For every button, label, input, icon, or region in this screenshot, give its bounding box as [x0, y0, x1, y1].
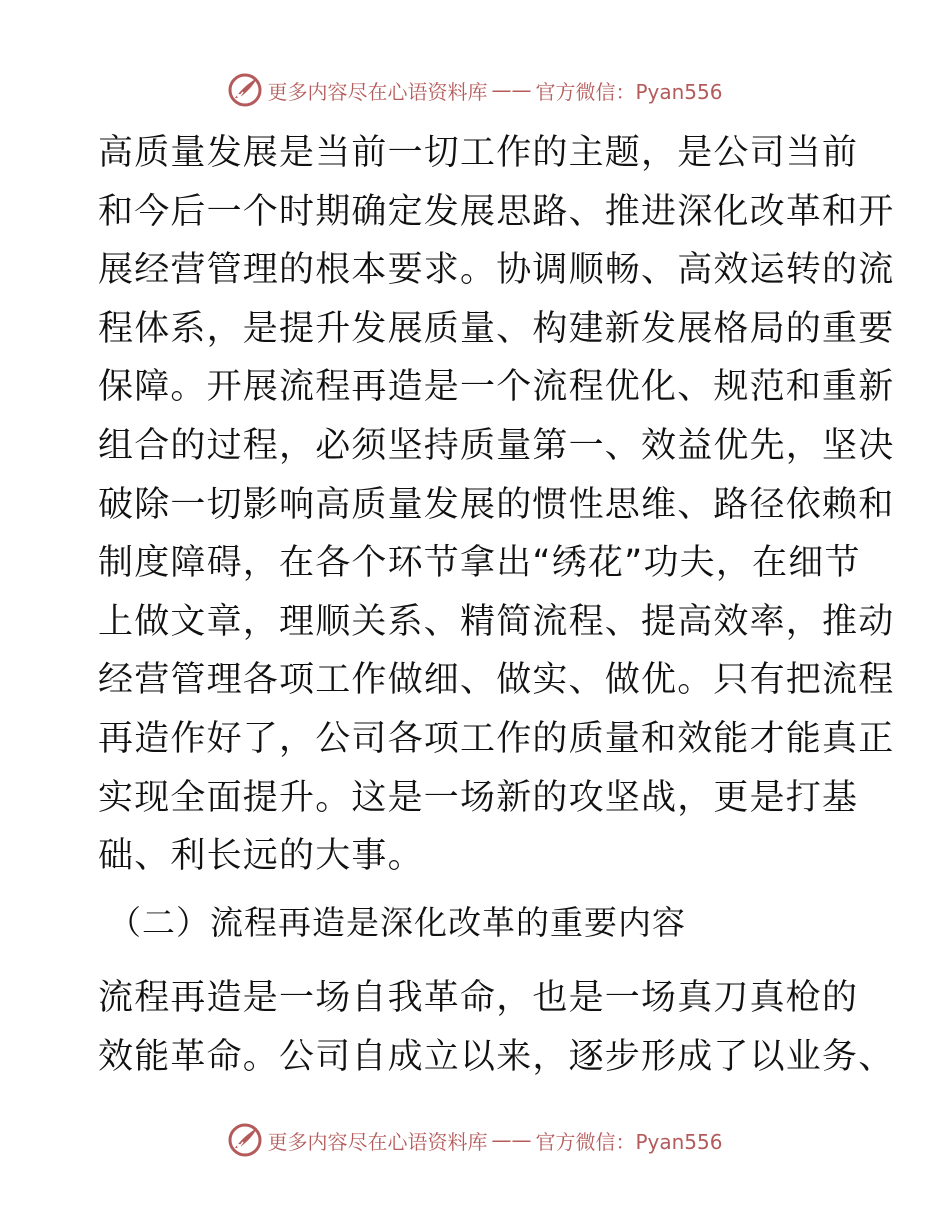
text-line: 上做文章，理顺关系、精简流程、提高效率，推动: [98, 601, 895, 642]
promo-wechat: 官方微信：Pyan556: [535, 1129, 723, 1154]
text-line: 程体系，是提升发展质量、构建新发展格局的重要: [98, 308, 895, 349]
text-line: 础、利长远的大事。: [98, 836, 424, 877]
promo-text: 更多内容尽在心语资料库: [267, 1129, 488, 1154]
text-line: 制度障碍，在各个环节拿出“绣花”功夫，在细节: [98, 543, 861, 584]
promo-wechat: 官方微信：Pyan556: [535, 79, 723, 104]
paragraph-1: [98, 124, 895, 886]
text-line: 流程再造是一场自我革命，也是一场真刀真枪的: [98, 978, 859, 1018]
quill-logo-icon: [227, 72, 263, 108]
footer-promo: [227, 1122, 722, 1158]
text-line: 展经营管理的根本要求。协调顺畅、高效运转的流: [98, 250, 895, 291]
text-line: 保障。开展流程再造是一个流程优化、规范和重新: [98, 367, 895, 408]
text-line: 破除一切影响高质量发展的惯性思维、路径依赖和: [98, 484, 895, 525]
text-line: 组合的过程，必须坚持质量第一、效益优先，坚决: [98, 425, 895, 466]
text-line: 再造作好了，公司各项工作的质量和效能才能真正: [98, 718, 895, 759]
header-promo: [227, 72, 722, 108]
text-line: 和今后一个时期确定发展思路、推进深化改革和开: [98, 191, 895, 232]
page-footer: [0, 1118, 950, 1162]
paragraph-1-text: [98, 124, 895, 886]
paragraph-2-text: [98, 969, 895, 1086]
section-heading: （二）流程再造是深化改革的重要内容: [108, 903, 686, 942]
text-line: 实现全面提升。这是一场新的攻坚战，更是打基: [98, 777, 859, 818]
page-header: [0, 68, 950, 112]
quill-logo-icon: [227, 1122, 263, 1158]
promo-dash: ——: [491, 1128, 532, 1152]
promo-text: 更多内容尽在心语资料库: [267, 79, 488, 104]
text-line: 经营管理各项工作做细、做实、做优。只有把流程: [98, 660, 895, 701]
text-line: 效能革命。公司自成立以来，逐步形成了以业务、: [98, 1036, 895, 1077]
promo-dash: ——: [491, 78, 532, 102]
paragraph-2: [98, 969, 895, 1086]
text-line: 高质量发展是当前一切工作的主题，是公司当前: [98, 133, 859, 173]
